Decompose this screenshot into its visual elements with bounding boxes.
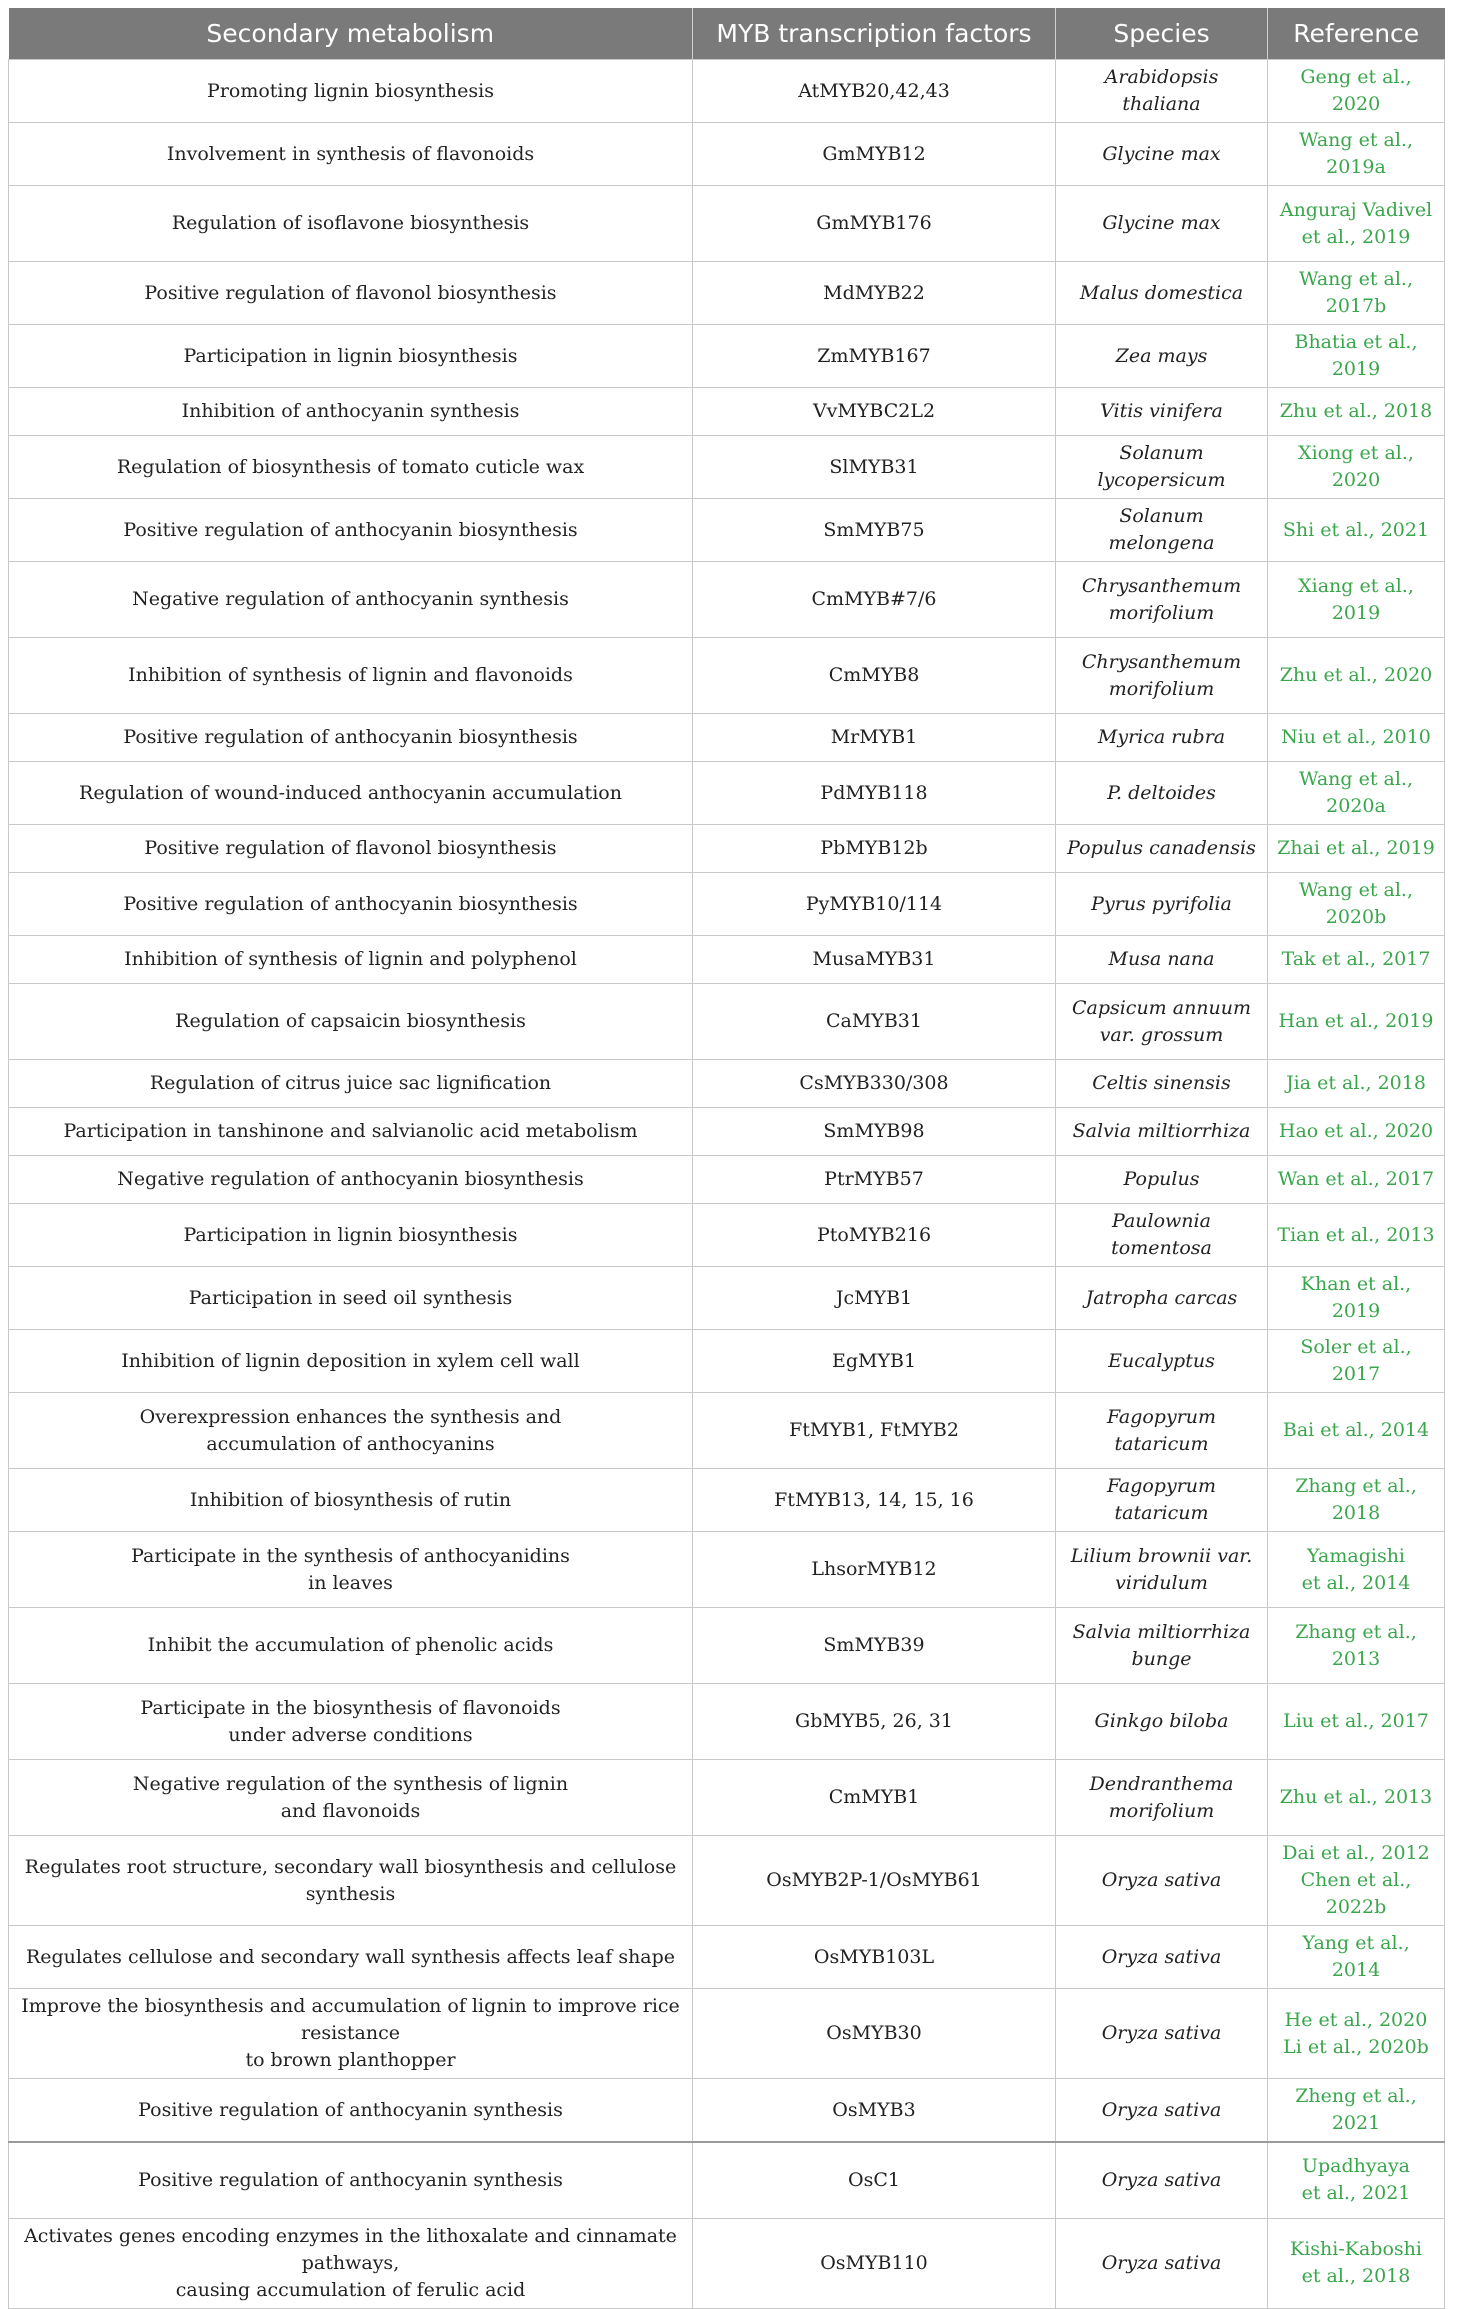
cell-reference[interactable]: Yamagishi et al., 2014	[1268, 1532, 1445, 1608]
table-row	[9, 2079, 1445, 2143]
table-row	[9, 499, 1445, 562]
cell-factor: GbMYB5, 26, 31	[693, 1684, 1056, 1760]
table-row	[9, 1760, 1445, 1836]
table-row	[9, 2218, 1445, 2308]
table-row	[9, 562, 1445, 638]
cell-species: Pyrus pyrifolia	[1056, 873, 1268, 936]
cell-factor: OsMYB3	[693, 2079, 1056, 2143]
cell-factor: ZmMYB167	[693, 325, 1056, 388]
cell-species: Celtis sinensis	[1056, 1060, 1268, 1108]
cell-species: Lilium brownii var. viridulum	[1056, 1532, 1268, 1608]
cell-metabolism: Regulation of capsaicin biosynthesis	[9, 984, 693, 1060]
cell-metabolism: Inhibition of lignin deposition in xylem cell wall	[9, 1330, 693, 1393]
cell-reference[interactable]: Zhang et al., 2018	[1268, 1469, 1445, 1532]
cell-metabolism: Inhibition of biosynthesis of rutin	[9, 1469, 693, 1532]
cell-species: Glycine max	[1056, 186, 1268, 262]
cell-reference[interactable]: Zhu et al., 2013	[1268, 1760, 1445, 1836]
cell-factor: SmMYB39	[693, 1608, 1056, 1684]
cell-reference[interactable]: Soler et al., 2017	[1268, 1330, 1445, 1393]
cell-metabolism: Regulates root structure, secondary wall biosynthesis and cellulose synthesis	[9, 1836, 693, 1926]
cell-factor: AtMYB20,42,43	[693, 60, 1056, 123]
cell-metabolism: Regulates cellulose and secondary wall synthesis affects leaf shape	[9, 1926, 693, 1989]
table-row	[9, 714, 1445, 762]
cell-reference[interactable]: Yang et al., 2014	[1268, 1926, 1445, 1989]
cell-factor: GmMYB176	[693, 186, 1056, 262]
table-row	[9, 325, 1445, 388]
cell-metabolism: Positive regulation of anthocyanin biosynthesis	[9, 714, 693, 762]
table-row	[9, 60, 1445, 123]
cell-reference[interactable]: Wan et al., 2017	[1268, 1156, 1445, 1204]
cell-species: Capsicum annuum var. grossum	[1056, 984, 1268, 1060]
table-row	[9, 388, 1445, 436]
cell-metabolism: Participation in seed oil synthesis	[9, 1267, 693, 1330]
cell-factor: CmMYB#7/6	[693, 562, 1056, 638]
cell-species: Oryza sativa	[1056, 1926, 1268, 1989]
cell-metabolism: Inhibition of anthocyanin synthesis	[9, 388, 693, 436]
table-row	[9, 123, 1445, 186]
cell-metabolism: Regulation of wound-induced anthocyanin accumulation	[9, 762, 693, 825]
cell-factor: OsMYB2P-1/OsMYB61	[693, 1836, 1056, 1926]
cell-species: Malus domestica	[1056, 262, 1268, 325]
cell-metabolism: Overexpression enhances the synthesis and accumulation of anthocyanins	[9, 1393, 693, 1469]
cell-metabolism: Improve the biosynthesis and accumulation of lignin to improve rice resistance to brown planthopper	[9, 1989, 693, 2079]
table-row	[9, 2142, 1445, 2218]
cell-metabolism: Negative regulation of anthocyanin synthesis	[9, 562, 693, 638]
cell-metabolism: Positive regulation of anthocyanin biosynthesis	[9, 873, 693, 936]
cell-species: Ginkgo biloba	[1056, 1684, 1268, 1760]
cell-reference[interactable]: Dai et al., 2012 Chen et al., 2022b	[1268, 1836, 1445, 1926]
cell-factor: PtoMYB216	[693, 1204, 1056, 1267]
cell-species: Dendranthema morifolium	[1056, 1760, 1268, 1836]
table-row	[9, 1204, 1445, 1267]
cell-reference[interactable]: Khan et al., 2019	[1268, 1267, 1445, 1330]
cell-species: Fagopyrum tataricum	[1056, 1393, 1268, 1469]
cell-metabolism: Participation in tanshinone and salvianolic acid metabolism	[9, 1108, 693, 1156]
header-factor: MYB transcription factors	[693, 8, 1056, 60]
cell-metabolism: Regulation of isoflavone biosynthesis	[9, 186, 693, 262]
table-row	[9, 1469, 1445, 1532]
cell-metabolism: Positive regulation of anthocyanin synthesis	[9, 2142, 693, 2218]
cell-species: P. deltoides	[1056, 762, 1268, 825]
cell-reference[interactable]: Han et al., 2019	[1268, 984, 1445, 1060]
cell-metabolism: Positive regulation of flavonol biosynthesis	[9, 825, 693, 873]
cell-reference[interactable]: Geng et al., 2020	[1268, 60, 1445, 123]
cell-species: Eucalyptus	[1056, 1330, 1268, 1393]
header-reference: Reference	[1268, 8, 1445, 60]
cell-factor: OsMYB103L	[693, 1926, 1056, 1989]
cell-metabolism: Participate in the synthesis of anthocyanidins in leaves	[9, 1532, 693, 1608]
cell-metabolism: Participation in lignin biosynthesis	[9, 325, 693, 388]
cell-species: Glycine max	[1056, 123, 1268, 186]
cell-reference[interactable]: Wang et al., 2020b	[1268, 873, 1445, 936]
cell-reference[interactable]: Wang et al., 2017b	[1268, 262, 1445, 325]
table-body	[9, 60, 1445, 2309]
table-row	[9, 436, 1445, 499]
cell-species: Fagopyrum tataricum	[1056, 1469, 1268, 1532]
cell-factor: JcMYB1	[693, 1267, 1056, 1330]
cell-species: Oryza sativa	[1056, 1989, 1268, 2079]
cell-species: Myrica rubra	[1056, 714, 1268, 762]
cell-reference[interactable]: Upadhyaya et al., 2021	[1268, 2142, 1445, 2218]
cell-factor: FtMYB13, 14, 15, 16	[693, 1469, 1056, 1532]
cell-metabolism: Inhibit the accumulation of phenolic acids	[9, 1608, 693, 1684]
cell-species: Populus	[1056, 1156, 1268, 1204]
cell-reference[interactable]: Bai et al., 2014	[1268, 1393, 1445, 1469]
cell-factor: CsMYB330/308	[693, 1060, 1056, 1108]
cell-metabolism: Participation in lignin biosynthesis	[9, 1204, 693, 1267]
cell-species: Musa nana	[1056, 936, 1268, 984]
table-row	[9, 1156, 1445, 1204]
table-row	[9, 1608, 1445, 1684]
table-row	[9, 1060, 1445, 1108]
cell-metabolism: Positive regulation of anthocyanin synthesis	[9, 2079, 693, 2143]
cell-metabolism: Activates genes encoding enzymes in the lithoxalate and cinnamate pathways, causing accumulation of ferulic acid	[9, 2218, 693, 2308]
table-row	[9, 873, 1445, 936]
cell-factor: PyMYB10/114	[693, 873, 1056, 936]
cell-factor: MdMYB22	[693, 262, 1056, 325]
cell-metabolism: Negative regulation of the synthesis of lignin and flavonoids	[9, 1760, 693, 1836]
header-species: Species	[1056, 8, 1268, 60]
cell-reference[interactable]: Niu et al., 2010	[1268, 714, 1445, 762]
cell-species: Jatropha carcas	[1056, 1267, 1268, 1330]
cell-species: Paulownia tomentosa	[1056, 1204, 1268, 1267]
table-row	[9, 1926, 1445, 1989]
cell-factor: VvMYBC2L2	[693, 388, 1056, 436]
table-row	[9, 262, 1445, 325]
cell-factor: PdMYB118	[693, 762, 1056, 825]
cell-metabolism: Inhibition of synthesis of lignin and polyphenol	[9, 936, 693, 984]
cell-metabolism: Negative regulation of anthocyanin biosynthesis	[9, 1156, 693, 1204]
table-row	[9, 638, 1445, 714]
cell-metabolism: Positive regulation of anthocyanin biosynthesis	[9, 499, 693, 562]
cell-reference[interactable]: Wang et al., 2020a	[1268, 762, 1445, 825]
cell-species: Oryza sativa	[1056, 2079, 1268, 2143]
cell-factor: CmMYB8	[693, 638, 1056, 714]
table-row	[9, 762, 1445, 825]
table-row	[9, 825, 1445, 873]
table-row	[9, 1532, 1445, 1608]
cell-reference[interactable]: Zheng et al., 2021	[1268, 2079, 1445, 2143]
cell-reference[interactable]: Tak et al., 2017	[1268, 936, 1445, 984]
cell-species: Salvia miltiorrhiza	[1056, 1108, 1268, 1156]
cell-metabolism: Regulation of citrus juice sac lignification	[9, 1060, 693, 1108]
cell-metabolism: Promoting lignin biosynthesis	[9, 60, 693, 123]
cell-reference[interactable]: Liu et al., 2017	[1268, 1684, 1445, 1760]
cell-species: Solanum melongena	[1056, 499, 1268, 562]
cell-metabolism: Regulation of biosynthesis of tomato cuticle wax	[9, 436, 693, 499]
cell-factor: GmMYB12	[693, 123, 1056, 186]
table-row	[9, 936, 1445, 984]
cell-species: Oryza sativa	[1056, 2142, 1268, 2218]
cell-reference[interactable]: Xiong et al., 2020	[1268, 436, 1445, 499]
cell-reference[interactable]: Hao et al., 2020	[1268, 1108, 1445, 1156]
cell-reference[interactable]: Shi et al., 2021	[1268, 499, 1445, 562]
cell-reference[interactable]: Xiang et al., 2019	[1268, 562, 1445, 638]
cell-reference[interactable]: He et al., 2020 Li et al., 2020b	[1268, 1989, 1445, 2079]
cell-factor: MusaMYB31	[693, 936, 1056, 984]
cell-reference[interactable]: Jia et al., 2018	[1268, 1060, 1445, 1108]
cell-species: Oryza sativa	[1056, 1836, 1268, 1926]
cell-factor: EgMYB1	[693, 1330, 1056, 1393]
cell-species: Solanum lycopersicum	[1056, 436, 1268, 499]
table-header	[9, 8, 1445, 60]
cell-species: Populus canadensis	[1056, 825, 1268, 873]
header-metabolism: Secondary metabolism	[9, 8, 693, 60]
cell-factor: OsMYB110	[693, 2218, 1056, 2308]
cell-factor: CaMYB31	[693, 984, 1056, 1060]
cell-metabolism: Involvement in synthesis of flavonoids	[9, 123, 693, 186]
table-row	[9, 1330, 1445, 1393]
cell-factor: LhsorMYB12	[693, 1532, 1056, 1608]
cell-reference[interactable]: Zhai et al., 2019	[1268, 825, 1445, 873]
table-row	[9, 1393, 1445, 1469]
cell-species: Salvia miltiorrhiza bunge	[1056, 1608, 1268, 1684]
cell-species: Vitis vinifera	[1056, 388, 1268, 436]
cell-factor: PbMYB12b	[693, 825, 1056, 873]
cell-reference[interactable]: Kishi-Kaboshi et al., 2018	[1268, 2218, 1445, 2308]
cell-species: Chrysanthemum morifolium	[1056, 638, 1268, 714]
cell-species: Oryza sativa	[1056, 2218, 1268, 2308]
cell-factor: SmMYB75	[693, 499, 1056, 562]
table-row	[9, 1836, 1445, 1926]
cell-metabolism: Inhibition of synthesis of lignin and flavonoids	[9, 638, 693, 714]
cell-metabolism: Positive regulation of flavonol biosynthesis	[9, 262, 693, 325]
cell-reference[interactable]: Zhu et al., 2018	[1268, 388, 1445, 436]
cell-factor: PtrMYB57	[693, 1156, 1056, 1204]
cell-factor: CmMYB1	[693, 1760, 1056, 1836]
cell-species: Arabidopsis thaliana	[1056, 60, 1268, 123]
cell-species: Chrysanthemum morifolium	[1056, 562, 1268, 638]
cell-factor: OsMYB30	[693, 1989, 1056, 2079]
table-row	[9, 1989, 1445, 2079]
table-row	[9, 984, 1445, 1060]
cell-factor: SmMYB98	[693, 1108, 1056, 1156]
cell-factor: MrMYB1	[693, 714, 1056, 762]
cell-factor: OsC1	[693, 2142, 1056, 2218]
cell-factor: SlMYB31	[693, 436, 1056, 499]
cell-reference[interactable]: Zhu et al., 2020	[1268, 638, 1445, 714]
table-row	[9, 1108, 1445, 1156]
table-row	[9, 1684, 1445, 1760]
cell-reference[interactable]: Anguraj Vadivel et al., 2019	[1268, 186, 1445, 262]
cell-metabolism: Participate in the biosynthesis of flavonoids under adverse conditions	[9, 1684, 693, 1760]
cell-reference[interactable]: Zhang et al., 2013	[1268, 1608, 1445, 1684]
table-container	[8, 8, 1444, 2309]
cell-reference[interactable]: Tian et al., 2013	[1268, 1204, 1445, 1267]
myb-table	[8, 8, 1445, 2309]
cell-reference[interactable]: Bhatia et al., 2019	[1268, 325, 1445, 388]
cell-reference[interactable]: Wang et al., 2019a	[1268, 123, 1445, 186]
cell-species: Zea mays	[1056, 325, 1268, 388]
cell-factor: FtMYB1, FtMYB2	[693, 1393, 1056, 1469]
table-row	[9, 1267, 1445, 1330]
table-row	[9, 186, 1445, 262]
